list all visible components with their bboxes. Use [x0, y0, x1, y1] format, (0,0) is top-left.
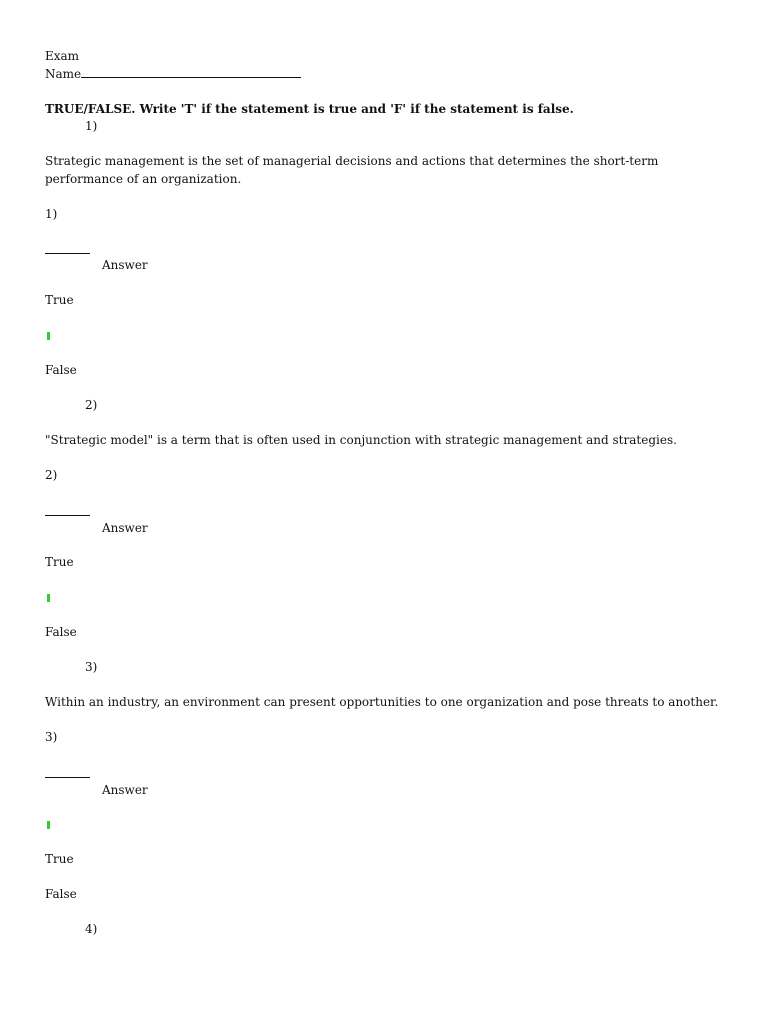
question-2-text: "Strategic model" is a term that is often used in conjunction with strategic management and strategies.	[45, 433, 677, 447]
question-2-option-false[interactable]: False	[45, 625, 77, 639]
question-1-answer-number: 1)	[45, 207, 58, 221]
question-2-answer-blank[interactable]	[45, 515, 90, 516]
question-4-number: 4)	[85, 922, 98, 936]
name-line	[45, 66, 301, 82]
question-2-selection-marker	[47, 594, 50, 602]
question-1-answer-blank[interactable]	[45, 253, 90, 254]
question-3-answer-number: 3)	[45, 730, 58, 744]
question-1-option-true[interactable]: True	[45, 293, 74, 307]
question-1-answer-label: Answer	[102, 258, 148, 272]
question-3-selection-marker	[47, 821, 50, 829]
question-2-answer-number: 2)	[45, 468, 58, 482]
question-1-option-false[interactable]: False	[45, 363, 77, 377]
instructions: TRUE/FALSE. Write 'T' if the statement is true and 'F' if the statement is false.	[45, 102, 574, 116]
question-1-selection-marker	[47, 332, 50, 340]
question-3-option-true[interactable]: True	[45, 852, 74, 866]
exam-label: Exam	[45, 49, 80, 63]
question-3-answer-blank[interactable]	[45, 777, 90, 778]
question-3-text: Within an industry, an environment can present opportunities to one organization and pose threats to another.	[45, 695, 719, 709]
question-3-answer-label: Answer	[102, 783, 148, 797]
question-1-number: 1)	[85, 119, 98, 133]
question-1-text: Strategic management is the set of managerial decisions and actions that determines the short-term performance of an organization.	[45, 154, 659, 186]
question-2-answer-label: Answer	[102, 521, 148, 535]
question-3-option-false[interactable]: False	[45, 887, 77, 901]
question-2-option-true[interactable]: True	[45, 555, 74, 569]
question-2-number: 2)	[85, 398, 98, 412]
question-3-number: 3)	[85, 660, 98, 674]
name-underline[interactable]	[81, 66, 301, 78]
name-label: Name	[45, 67, 82, 81]
